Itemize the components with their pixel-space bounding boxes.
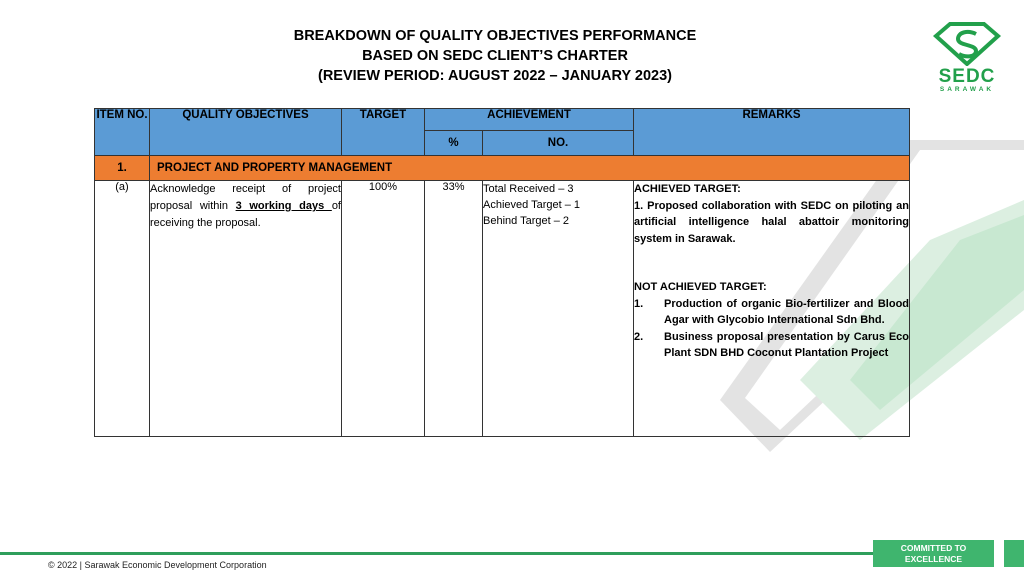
section-title: PROJECT AND PROPERTY MANAGEMENT xyxy=(150,156,910,181)
list-item xyxy=(634,329,909,362)
achievement-numbers xyxy=(483,181,634,437)
header-item-no: ITEM NO. xyxy=(95,109,150,156)
header-no: NO. xyxy=(483,131,634,156)
section-number: 1. xyxy=(95,156,150,181)
footer-copyright: © 2022 | Sarawak Economic Development Corporation xyxy=(48,560,267,570)
table-row xyxy=(95,181,910,437)
objective-text-pre: Acknowledge receipt of project proposal within xyxy=(150,183,341,212)
sedc-diamond-icon xyxy=(928,20,1006,66)
target-value: 100% xyxy=(342,181,425,437)
remarks-cell xyxy=(634,181,910,437)
behind-target-count: Behind Target – 2 xyxy=(483,215,570,227)
list-item xyxy=(634,296,909,329)
title-line-3: (REVIEW PERIOD: AUGUST 2022 – JANUARY 2023) xyxy=(317,68,672,84)
total-received: Total Received – 3 xyxy=(483,183,574,195)
header-quality-objectives: QUALITY OBJECTIVES xyxy=(150,109,342,156)
list-item-number: 1. xyxy=(634,297,644,310)
section-row xyxy=(95,156,910,181)
list-item-text: Business proposal presentation by Carus Eco Plant SDN BHD Coconut Plantation Project xyxy=(664,330,910,359)
title-line-1: BREAKDOWN OF QUALITY OBJECTIVES PERFORMANCE xyxy=(293,28,697,44)
achieved-target-count: Achieved Target – 1 xyxy=(483,199,581,211)
quality-objectives-table xyxy=(94,108,910,437)
logo-subtitle: SARAWAK xyxy=(939,86,995,93)
list-item-text: Production of organic Bio-fertilizer and Blood Agar with Glycobio International Sdn Bhd. xyxy=(664,297,910,326)
title-line-2: BASED ON SEDC CLIENT’S CHARTER xyxy=(362,48,628,64)
achieved-item: 1. Proposed collaboration with SEDC on piloting an artificial intelligence halal abattoir monitoring system in Sarawak. xyxy=(634,199,910,245)
header-percent: % xyxy=(425,131,483,156)
header-target: TARGET xyxy=(342,109,425,156)
objective-cell xyxy=(150,181,342,437)
logo-name: SEDC xyxy=(938,66,996,87)
not-achieved-heading: NOT ACHIEVED TARGET: xyxy=(634,281,767,293)
badge-line-2: EXCELLENCE xyxy=(904,554,963,564)
sedc-logo xyxy=(928,20,1006,100)
item-label: (a) xyxy=(95,181,150,437)
committed-badge xyxy=(873,540,994,567)
list-item-number: 2. xyxy=(634,330,644,343)
badge-line-1: COMMITTED TO xyxy=(900,543,967,553)
footer-divider xyxy=(0,552,880,555)
page-title xyxy=(250,26,740,86)
objective-emphasis: 3 working days xyxy=(235,200,332,212)
achievement-percent: 33% xyxy=(425,181,483,437)
badge-tab xyxy=(1004,540,1024,567)
header-remarks: REMARKS xyxy=(634,109,910,156)
header-achievement: ACHIEVEMENT xyxy=(425,109,634,131)
achieved-heading: ACHIEVED TARGET: xyxy=(634,183,741,195)
objective-text-post: of receiving the proposal. xyxy=(150,200,341,229)
